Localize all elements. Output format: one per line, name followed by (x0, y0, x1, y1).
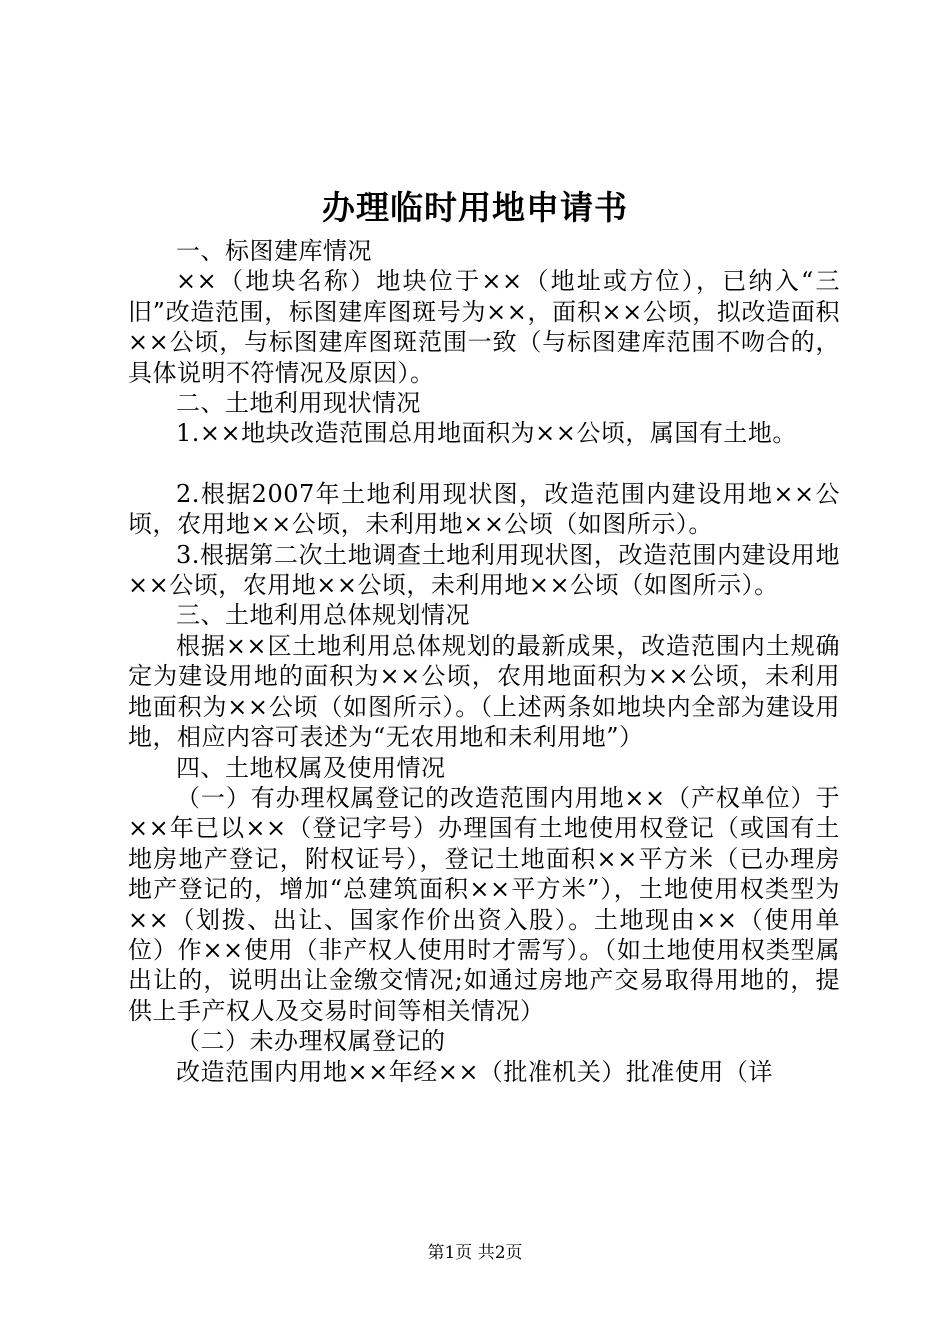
section-heading-2: 二、土地利用现状情况 (176, 389, 421, 418)
paragraph-2-2: 2.根据2007年土地利用现状图，改造范围内建设用地××公顷，农用地××公顷，未利用地××公顷（如图所示）。 (128, 479, 840, 539)
document-title: 办理临时用地申请书 (322, 188, 628, 227)
paragraph-4-2: 改造范围内用地××年经××（批准机关）批准使用（详 (176, 1057, 773, 1086)
document-body (128, 236, 840, 1087)
paragraph-1: ××（地块名称）地块位于××（地址或方位），已纳入“三旧”改造范围，标图建库图斑号为××，面积××公顷，拟改造面积××公顷，与标图建库图斑范围一致（与标图建库范围不吻合的，具体说明不符情况及原因）。 (128, 267, 840, 387)
paragraph-2-3: 3.根据第二次土地调查土地利用现状图，改造范围内建设用地××公顷，农用地××公顷，未利用地××公顷（如图所示）。 (128, 540, 840, 600)
subsection-heading-4-2: （二）未办理权属登记的 (176, 1027, 446, 1056)
section-heading-3: 三、土地利用总体规划情况 (176, 601, 470, 630)
page-footer: 第1页 共2页 (427, 1243, 523, 1263)
paragraph-3: 根据××区土地利用总体规划的最新成果，改造范围内土规确定为建设用地的面积为××公顷，农用地面积为××公顷，未利用地面积为××公顷（如图所示）。（上述两条如地块内全部为建设用地，相应内容可表述为“无农用地和未利用地”） (128, 631, 840, 752)
paragraph-2-1: 1.××地块改造范围总用地面积为××公顷，属国有土地。 (176, 419, 797, 448)
section-heading-4: 四、土地权属及使用情况 (176, 753, 446, 782)
paragraph-4-1: （一）有办理权属登记的改造范围内用地××（产权单位）于××年已以××（登记字号）办理国有土地使用权登记（或国有土地房地产登记，附权证号），登记土地面积××平方米（已办理房地产登记的，增加“总建筑面积××平方米”），土地使用权类型为××（划拨、出让、国家作价出资入股）。土地现由××（使用单位）作××使用（非产权人使用时才需写）。（如土地使用权类型属出让的，说明出让金缴交情况;如通过房地产交易取得用地的，提供上手产权人及交易时间等相关情况） (128, 783, 840, 1025)
section-heading-1: 一、标图建库情况 (176, 237, 372, 265)
